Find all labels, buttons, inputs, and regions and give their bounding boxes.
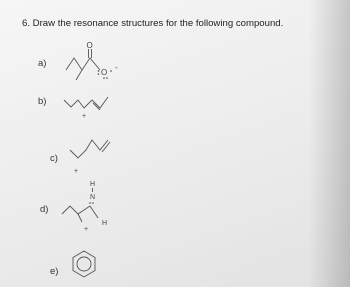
part-c-label: c) — [50, 153, 58, 164]
structure-a-lone-pair-dot — [98, 73, 100, 75]
benzene-ring — [73, 251, 95, 277]
benzene-aromatic-circle — [77, 257, 91, 271]
structure-d-positive-charge: + — [84, 226, 89, 233]
structure-b-chain — [64, 97, 108, 108]
structure-a-lone-pair-dot — [98, 70, 100, 72]
structure-a-lone-pair-dot — [106, 77, 108, 79]
part-e-label: e) — [50, 266, 59, 277]
structure-a — [66, 41, 118, 80]
structure-c-double-bond — [102, 142, 110, 152]
part-a-label: a) — [38, 58, 47, 69]
structure-d-lone-pair-dot — [89, 202, 91, 204]
part-d-label: d) — [40, 204, 49, 215]
structure-e — [73, 251, 95, 277]
structure-a-lone-pair-dot — [103, 77, 105, 79]
structure-c — [70, 140, 110, 175]
structure-d-branch — [78, 214, 82, 222]
structure-c-positive-charge: + — [74, 168, 79, 175]
structure-d-hydrogen-right: H — [102, 220, 108, 227]
structure-a-oxygen-top: O — [86, 41, 93, 50]
structure-b — [64, 97, 108, 120]
part-b-label: b) — [38, 96, 47, 107]
structure-d-nitrogen: N — [90, 194, 96, 201]
structure-d-chain — [62, 206, 90, 214]
question-text: 6. Draw the resonance structures for the following compound. — [22, 18, 284, 29]
structure-d-lone-pair-dot — [92, 202, 94, 204]
structure-a-oxygen-anion: O — [101, 68, 108, 77]
structure-d-c-n-bond — [90, 206, 98, 218]
structure-a-lone-pair-dot — [110, 70, 112, 72]
structure-a-chain — [66, 58, 100, 70]
structure-d — [62, 181, 107, 233]
structure-d-hydrogen-top: H — [90, 181, 96, 188]
structure-c-chain — [70, 140, 108, 158]
structure-a-branch — [76, 70, 82, 80]
structure-a-negative-charge: - — [115, 63, 118, 72]
structure-b-positive-charge: + — [82, 113, 87, 120]
